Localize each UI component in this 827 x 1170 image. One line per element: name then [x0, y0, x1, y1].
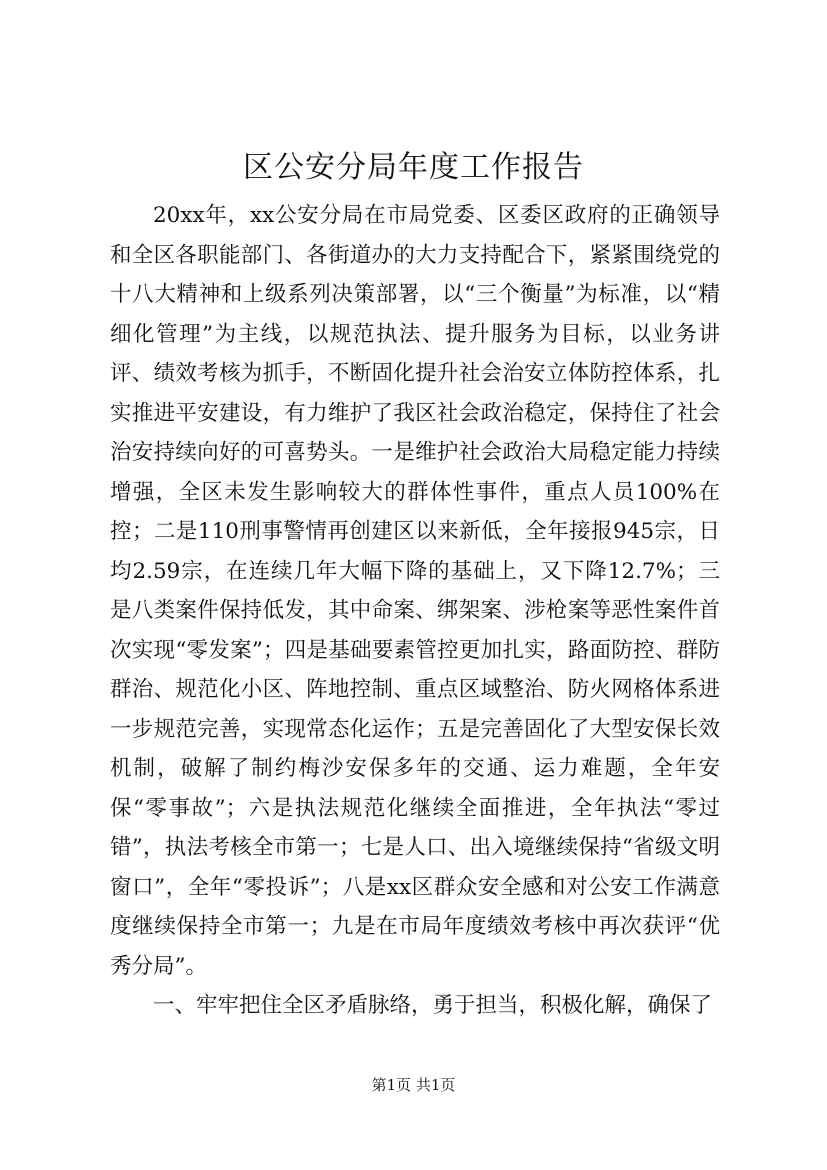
- paragraph-intro: 20xx年，xx公安分局在市局党委、区委区政府的正确领导和全区各职能部门、各街道办的大力支持配合下，紧紧围绕党的十八大精神和上级系列决策部署，以“三个衡量”为标准，以“精细化管理”为主线，以规范执法、提升服务为目标，以业务讲评、绩效考核为抓手，不断固化提升社会治安立体防控体系，扎实推进平安建设，有力维护了我区社会政治稳定，保持住了社会治安持续向好的可喜势头。一是维护社会政治大局稳定能力持续增强，全区未发生影响较大的群体性事件，重点人员100%在控；二是110刑事警情再创建区以来新低，全年接报945宗，日均2.59宗，在连续几年大幅下降的基础上，又下降12.7%；三是八类案件保持低发，其中命案、绑架案、涉枪案等恶性案件首次实现“零发案”；四是基础要素管控更加扎实，路面防控、群防群治、规范化小区、阵地控制、重点区域整治、防火网格体系进一步规范完善，实现常态化运作；五是完善固化了大型安保长效机制，破解了制约梅沙安保多年的交通、运力难题，全年安保“零事故”；六是执法规范化继续全面推进，全年执法“零过错”，执法考核全市第一；七是人口、出入境继续保持“省级文明窗口”，全年“零投诉”；八是xx区群众安全感和对公安工作满意度继续保持全市第一；九是在市局年度绩效考核中再次获评“优秀分局”。: [110, 203, 720, 979]
- document-body: [110, 196, 720, 1026]
- document-title: 区公安分局年度工作报告: [243, 150, 584, 185]
- page-number-footer: 第1页 共1页: [371, 1076, 456, 1094]
- paragraph-section-one: 一、牢牢把住全区矛盾脉络，勇于担当，积极化解，确保了: [153, 993, 713, 1018]
